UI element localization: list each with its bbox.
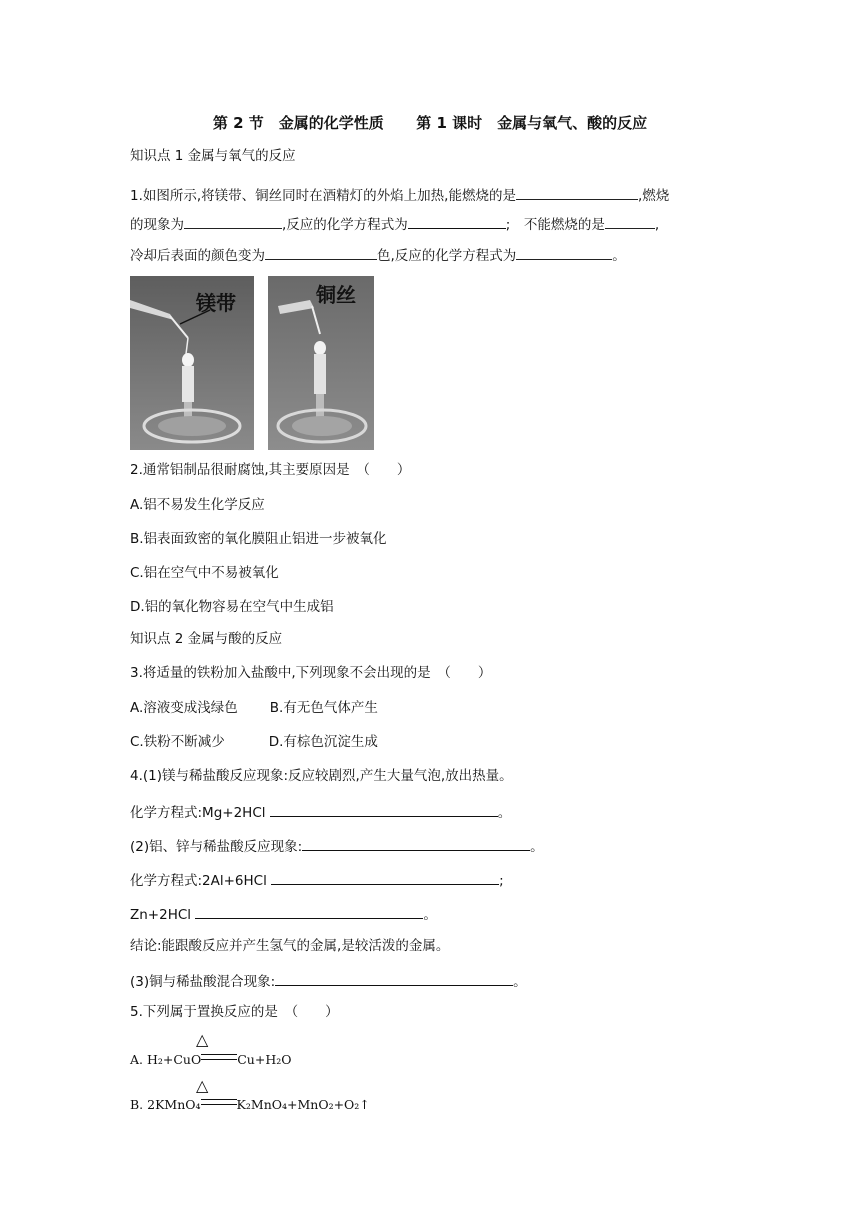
q2-option-d[interactable]: D.铝的氧化物容易在空气中生成铝 [130,599,334,615]
page-title [0,112,860,133]
q1-line-2: 的现象为 ,反应的化学方程式为 ; 不能燃烧的是 , [130,214,659,234]
q3-options-row-2 [130,733,378,751]
q1-blank-equation-1[interactable] [408,214,506,229]
q1-blank-equation-2[interactable] [516,245,612,260]
q3-options-row-1 [130,699,378,717]
q4-blank-cu-phenomenon[interactable] [275,971,513,986]
q4-blank-zn-equation[interactable] [195,904,423,919]
label-magnesium: 镁带 [196,291,236,315]
q4-eq-1: 化学方程式:Mg+2HCl 。 [130,802,511,822]
equals-sign-b [201,1099,237,1105]
q4-part-2: (2)铝、锌与稀盐酸反应现象: 。 [130,836,544,856]
q4-conclusion: 结论:能跟酸反应并产生氢气的金属,是较活泼的金属。 [130,938,450,954]
q2-stem: 2.通常铝制品很耐腐蚀,其主要原因是 （ ） [130,462,411,478]
q1-line-1: 1.如图所示,将镁带、铜丝同时在酒精灯的外焰上加热,能燃烧的是 ,燃烧 [130,185,669,205]
q3-stem: 3.将适量的铁粉加入盐酸中,下列现象不会出现的是 （ ） [130,665,492,681]
q3-option-d[interactable]: D.有棕色沉淀生成 [268,734,378,750]
section-title: 第 2 节 金属的化学性质 [212,114,384,132]
q1-blank-burning-metal[interactable] [516,185,638,200]
q1-line-3: 冷却后表面的颜色变为 色,反应的化学方程式为 。 [130,245,626,265]
q2-option-c[interactable]: C.铝在空气中不易被氧化 [130,565,279,581]
lesson-title: 第 1 课时 金属与氧气、酸的反应 [416,114,648,132]
heating-condition-a: △ [196,1030,209,1049]
q3-option-c[interactable]: C.铁粉不断减少 [130,734,225,750]
q1-blank-non-burning[interactable] [605,214,655,229]
q1-blank-color[interactable] [265,245,377,260]
q4-part-3: (3)铜与稀盐酸混合现象: 。 [130,971,527,991]
q1-blank-phenomenon[interactable] [184,214,282,229]
q3-option-b[interactable]: B.有无色气体产生 [269,700,378,716]
heating-condition-b: △ [196,1076,209,1095]
knowledge-point-2: 知识点 2 金属与酸的反应 [130,631,283,647]
equals-sign-a [201,1054,237,1060]
photo-magnesium-ribbon [130,276,254,450]
q4-blank-al-equation[interactable] [271,870,499,885]
q2-option-b[interactable]: B.铝表面致密的氧化膜阻止铝进一步被氧化 [130,531,387,547]
q3-option-a[interactable]: A.溶液变成浅绿色 [130,700,238,716]
photo-copper-wire [268,276,374,450]
q4-part-1: 4.(1)镁与稀盐酸反应现象:反应较剧烈,产生大量气泡,放出热量。 [130,768,513,784]
q4-blank-al-zn-phenomenon[interactable] [302,836,530,851]
q2-option-a[interactable]: A.铝不易发生化学反应 [130,497,265,513]
q5-stem: 5.下列属于置换反应的是 （ ） [130,1004,339,1020]
knowledge-point-1: 知识点 1 金属与氧气的反应 [130,148,296,164]
label-copper: 铜丝 [316,283,356,307]
q4-eq-3: Zn+2HCl 。 [130,904,437,924]
q4-blank-mg-equation[interactable] [270,802,498,817]
q4-eq-2: 化学方程式:2Al+6HCl ; [130,870,504,890]
